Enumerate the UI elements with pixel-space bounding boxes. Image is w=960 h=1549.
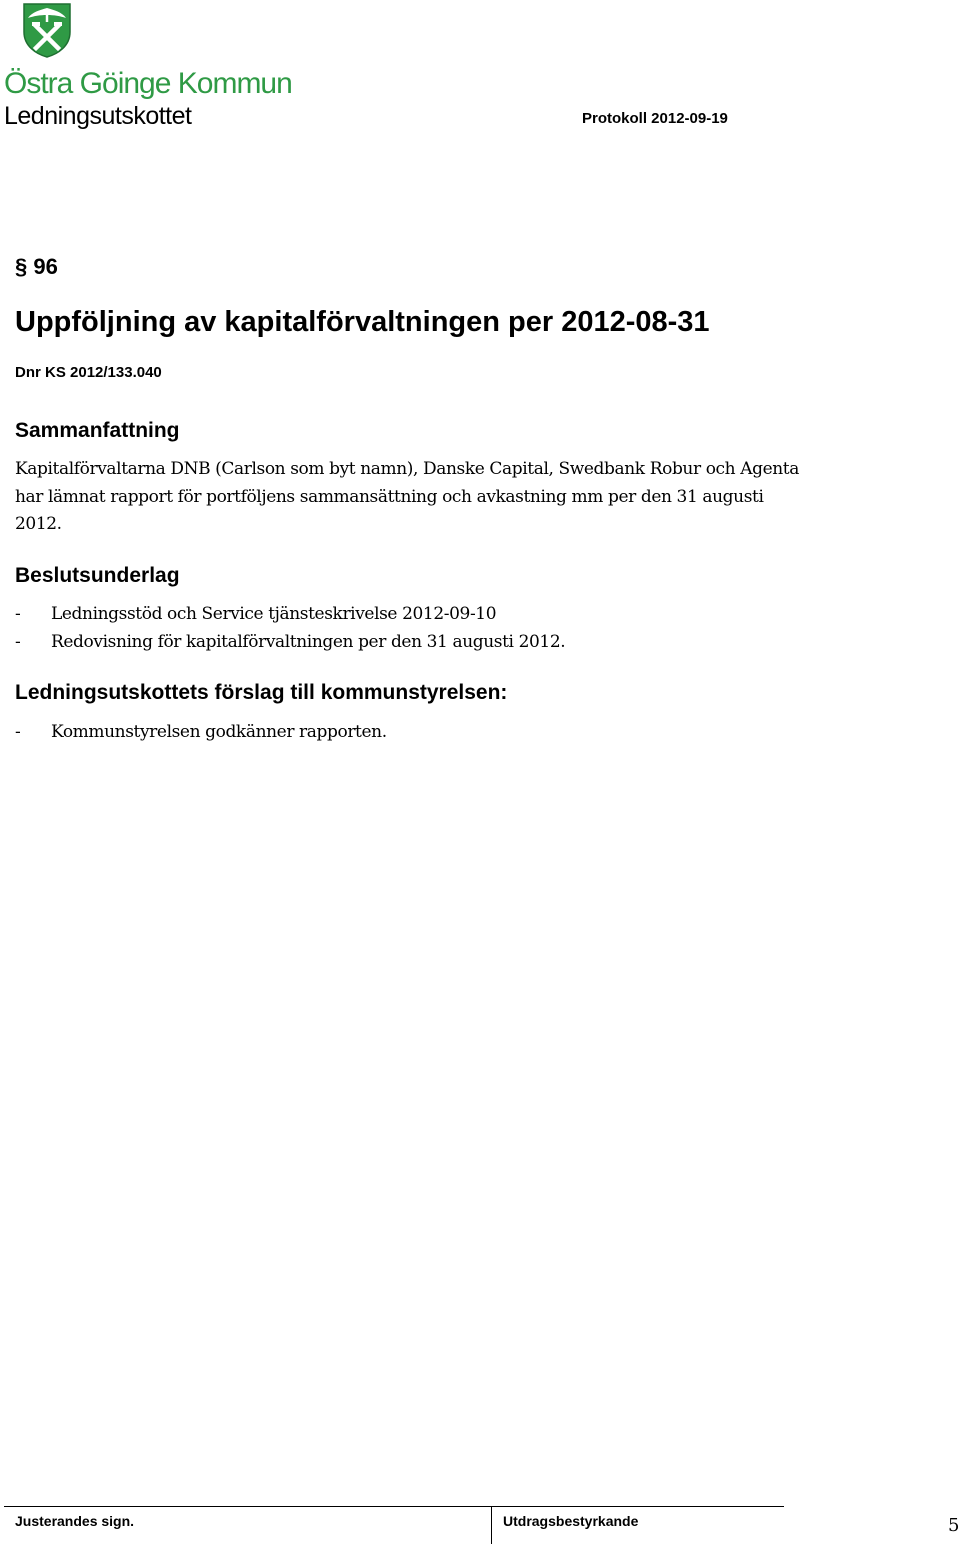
basis-list — [15, 601, 565, 656]
footer-rule — [4, 1506, 784, 1507]
list-item — [15, 629, 565, 657]
protocol-date: Protokoll 2012-09-19 — [582, 110, 728, 127]
organization-unit: Ledningsutskottet — [4, 102, 192, 130]
organization-name: Östra Göinge Kommun — [4, 67, 292, 100]
paragraph-number: § 96 — [15, 254, 58, 279]
list-item-text: Ledningsstöd och Service tjänsteskrivelse 2012-09-10 — [51, 604, 497, 624]
footer-divider — [491, 1506, 492, 1544]
proposal-list — [15, 719, 387, 747]
list-dash: - — [15, 604, 21, 624]
signature-label: Justerandes sign. — [15, 1513, 135, 1529]
list-item — [15, 719, 387, 747]
certification-label: Utdragsbestyrkande — [503, 1513, 639, 1529]
list-dash: - — [15, 631, 21, 652]
list-item-text: Redovisning för kapitalförvaltningen per den 31 augusti 2012. — [51, 631, 566, 652]
list-dash: - — [15, 722, 21, 742]
list-item-text: Kommunstyrelsen godkänner rapporten. — [51, 722, 387, 742]
page-title: Uppföljning av kapitalförvaltningen per 2012-08-31 — [15, 306, 710, 338]
coat-of-arms-icon — [22, 2, 72, 58]
proposal-heading: Ledningsutskottets förslag till kommunstyrelsen: — [15, 681, 508, 704]
summary-text: Kapitalförvaltarna DNB (Carlson som byt namn), Danske Capital, Swedbank Robur och Agenta har lämnat rapport för portföljens sammansättning och avkastning mm per den 31 augusti 2012. — [15, 459, 799, 534]
list-item — [15, 601, 565, 629]
page-number: 5 — [948, 1515, 960, 1536]
summary-heading: Sammanfattning — [15, 419, 180, 442]
registration-number: Dnr KS 2012/133.040 — [15, 364, 162, 381]
basis-heading: Beslutsunderlag — [15, 564, 180, 587]
